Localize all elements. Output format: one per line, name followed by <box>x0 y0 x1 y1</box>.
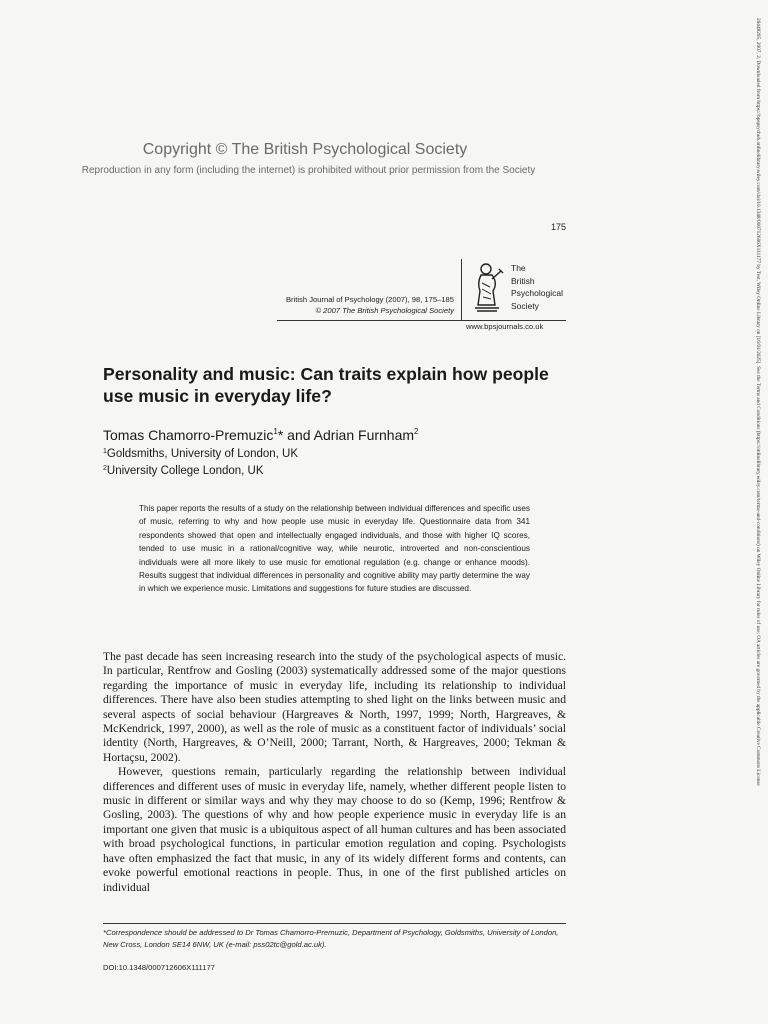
publisher-name-line: Society <box>511 300 539 311</box>
affiliation-mark: 2 <box>103 465 107 472</box>
header-rule <box>277 320 566 321</box>
publisher-name-line: Psychological <box>511 288 563 298</box>
copyright-notice: Reproduction in any form (including the internet) is prohibited without prior permission from the Society <box>81 165 536 176</box>
affiliation-mark: 1 <box>273 427 278 436</box>
author-conjunction: and <box>283 427 314 443</box>
affiliation <box>103 465 264 477</box>
article-body <box>103 650 566 895</box>
abstract: This paper reports the results of a study on the relationship between individual differences and specific uses of music, referring to why and how people use music in everyday life. Questionnaire data from 341 respondents showed that open and intellectually engaged individuals, and those with higher IQ scores, tended to use music in a rational/cognitive way, while neurotic, introverted and non-conscientious individuals were all more likely to use music for emotional regulation (e.g. change or enhance moods). Results suggest that individual differences in personality and cognitive ability may partly determine the way in which we experience music. Limitations and suggestions for future studies are discussed. <box>139 504 530 594</box>
corresponding-mark: * <box>277 427 284 443</box>
affiliation-mark: 1 <box>103 448 107 455</box>
article-title: Personality and music: Can traits explain how people use music in everyday life? <box>103 364 549 406</box>
author-name: Tomas Chamorro-Premuzic <box>103 427 274 443</box>
page-number: 175 <box>550 222 566 232</box>
logo-divider <box>461 259 462 320</box>
body-paragraph: The past decade has seen increasing research into the study of the psychological aspects of music. In particular, Rentfrow and Gosling (2003) systematically addressed some of the major questions regarding the importance of music in everyday life, including its relationship to individual differences. There have also been studies attempting to shed light on the links between music and several aspects of social behaviour (Hargreaves & North, 1997, 1999; North, Hargreaves, & McKendrick, 1997, 2000), as well as the role of music as a constituent factor of individuals’ social identity (North, Hargreaves, & O’Neill, 2000; Tarrant, North, & Hargreaves, 2000; Tekman & Hortaçsu, 2002). <box>103 650 566 764</box>
correspondence-footnote: *Correspondence should be addressed to Dr Tomas Chamorro-Premuzic, Department of Psychology, Goldsmiths, University of London, New Cross, London SE14 6NW, UK (e-mail: pss02tc@gold.ac.uk). <box>103 928 559 949</box>
journal-citation: British Journal of Psychology (2007), 98, 175–185 <box>285 295 454 304</box>
publisher-name <box>511 262 563 312</box>
publisher-url[interactable]: www.bpsjournals.co.uk <box>466 322 544 331</box>
publisher-name-line: British <box>511 275 535 286</box>
affiliation-mark: 2 <box>414 427 419 436</box>
affiliation-text: Goldsmiths, University of London, UK <box>106 448 299 460</box>
author-line <box>103 427 419 443</box>
affiliation <box>103 448 298 460</box>
publisher-name-line: The <box>511 263 526 273</box>
author-name: Adrian Furnham <box>313 427 415 443</box>
body-paragraph: However, questions remain, particularly regarding the relationship between individual differences and different uses of music in everyday life, namely, whether different people listen to music in different or similar ways and why they may choose to do so (Kemp, 1996; Rentfrow & Gosling, 2003). The questions of why and how people experience music in everyday life is an important one given that music is a ubiquitous aspect of all human cultures and has been associated with broad psychological functions, in particular emotion regulation and coping. Psychologists have often emphasized the fact that music, in any of its widely different forms and contents, can evoke powerful emotional reactions in people. Thus, in one of the first published articles on individual <box>103 765 566 894</box>
journal-info <box>180 294 454 316</box>
bps-seal-logo <box>471 261 507 313</box>
copyright-title: Copyright © The British Psychological Society <box>142 141 468 158</box>
download-notice <box>755 18 761 1018</box>
journal-copyright: © 2007 The British Psychological Society <box>315 306 454 315</box>
footnote-rule <box>103 923 566 924</box>
affiliation-text: University College London, UK <box>106 465 264 477</box>
doi: DOI:10.1348/000712606X111177 <box>103 963 215 972</box>
download-notice-text: 20448295, 2007, 2, Downloaded from https://bpspsychub.onlinelibrary.wiley.com/doi/10.1348/000712606X111177 by Test, Wiley Online Library on [16/01/2025]. See the Terms and Conditions (https://onlinelibrary.wiley.com/terms-and-conditions) on Wiley Online Library for rules of use; OA articles are governed by the applicable Creative Commons License <box>755 18 761 786</box>
